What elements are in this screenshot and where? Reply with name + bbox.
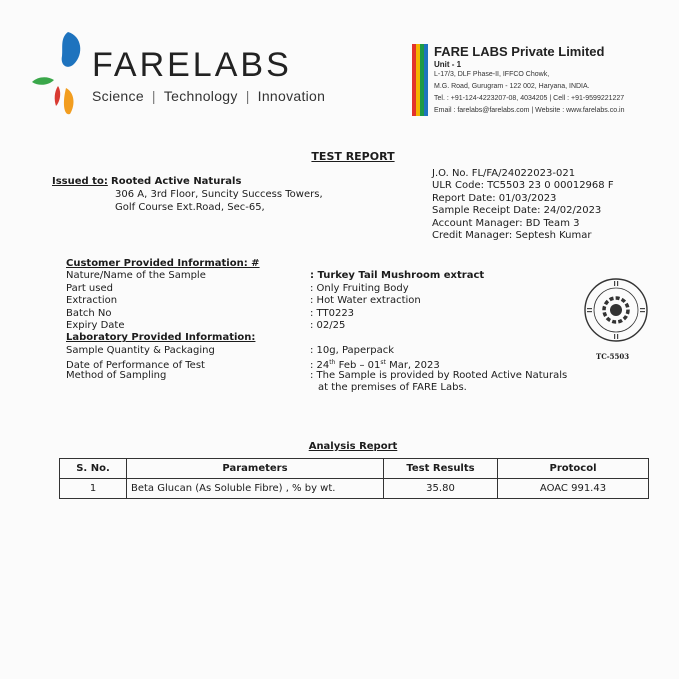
info-label: Part used — [66, 282, 113, 294]
farelabs-logo-icon — [30, 30, 86, 120]
result-cell: 35.80 — [384, 479, 498, 499]
accreditation-seal-icon — [583, 277, 649, 343]
analysis-table — [59, 458, 649, 499]
info-label: Batch No — [66, 307, 112, 319]
column-header: S. No. — [60, 459, 127, 479]
company-address-line: L-17/3, DLF Phase-II, IFFCO Chowk, — [434, 71, 550, 78]
column-header: Test Results — [384, 459, 498, 479]
sampling-method-value-cont: at the premises of FARE Labs. — [318, 381, 467, 393]
info-label: Extraction — [66, 295, 118, 307]
customer-info-heading: Customer Provided Information: # — [66, 258, 260, 269]
tagline-science: Science — [92, 88, 144, 104]
lab-info-heading: Laboratory Provided Information: — [66, 332, 256, 344]
company-name: FARE LABS Private Limited — [434, 44, 605, 59]
tagline-innovation: Innovation — [257, 88, 326, 104]
report-date: Report Date: 01/03/2023 — [432, 192, 557, 204]
report-title: TEST REPORT — [311, 150, 395, 163]
info-label: Date of Performance of Test — [66, 360, 205, 372]
info-label: Sample Quantity & Packaging — [66, 344, 215, 356]
protocol-cell: AOAC 991.43 — [498, 479, 649, 499]
issued-to-block — [52, 175, 323, 214]
brand-tagline: Science | Technology | Innovation — [92, 88, 326, 104]
ulr-code: ULR Code: TC5503 23 0 00012968 F — [432, 180, 614, 192]
column-header: Protocol — [498, 459, 649, 479]
brand-name: FARELABS — [92, 46, 292, 84]
company-block — [434, 44, 624, 117]
customer-name: Rooted Active Naturals — [111, 176, 242, 187]
company-unit: Unit - 1 — [434, 60, 462, 69]
seal-label: TC-5503 — [596, 352, 630, 361]
company-address-line: M.G. Road, Gurugram - 122 002, Haryana, INDIA. — [434, 83, 590, 90]
column-header: Parameters — [127, 459, 384, 479]
info-label: Nature/Name of the Sample — [66, 270, 206, 282]
analysis-report-title: Analysis Report — [308, 441, 398, 452]
extraction-value: : Hot Water extraction — [310, 295, 421, 307]
sample-name-value: : Turkey Tail Mushroom extract — [310, 270, 485, 282]
table-row — [60, 479, 649, 499]
company-email-line: Email : farelabs@farelabs.com | Website : www.farelabs.co.in — [434, 107, 625, 114]
account-manager: Account Manager: BD Team 3 — [432, 217, 580, 229]
customer-info-section — [66, 258, 567, 394]
customer-address-line: 306 A, 3rd Floor, Suncity Success Towers, — [115, 189, 323, 200]
expiry-date-value: : 02/25 — [310, 319, 346, 331]
issued-to-label: Issued to: — [52, 176, 108, 187]
credit-manager: Credit Manager: Septesh Kumar — [432, 230, 592, 242]
part-used-value: : Only Fruiting Body — [310, 282, 409, 294]
parameter-cell: Beta Glucan (As Soluble Fibre) , % by wt. — [127, 479, 384, 499]
color-stripes — [412, 44, 428, 116]
customer-address-line: Golf Course Ext.Road, Sec-65, — [115, 202, 265, 213]
job-order-block — [432, 168, 614, 242]
test-date-value: : 24th Feb – 01st Mar, 2023 — [310, 359, 440, 372]
info-label: Expiry Date — [66, 319, 125, 331]
table-header-row — [60, 459, 649, 479]
info-label: Method of Sampling — [66, 369, 167, 381]
sno-cell: 1 — [60, 479, 127, 499]
stripe-blue — [424, 44, 428, 116]
packaging-value: : 10g, Paperpack — [310, 344, 395, 356]
jo-number: J.O. No. FL/FA/24022023-021 — [432, 168, 576, 179]
tagline-technology: Technology — [163, 88, 238, 104]
batch-no-value: : TT0223 — [310, 307, 355, 319]
sampling-method-value: : The Sample is provided by Rooted Active Naturals — [310, 369, 568, 381]
sample-receipt-date: Sample Receipt Date: 24/02/2023 — [432, 205, 602, 217]
company-phone-line: Tel. : +91-124-4223207-08, 4034205 | Cell : +91-9599221227 — [434, 95, 625, 102]
